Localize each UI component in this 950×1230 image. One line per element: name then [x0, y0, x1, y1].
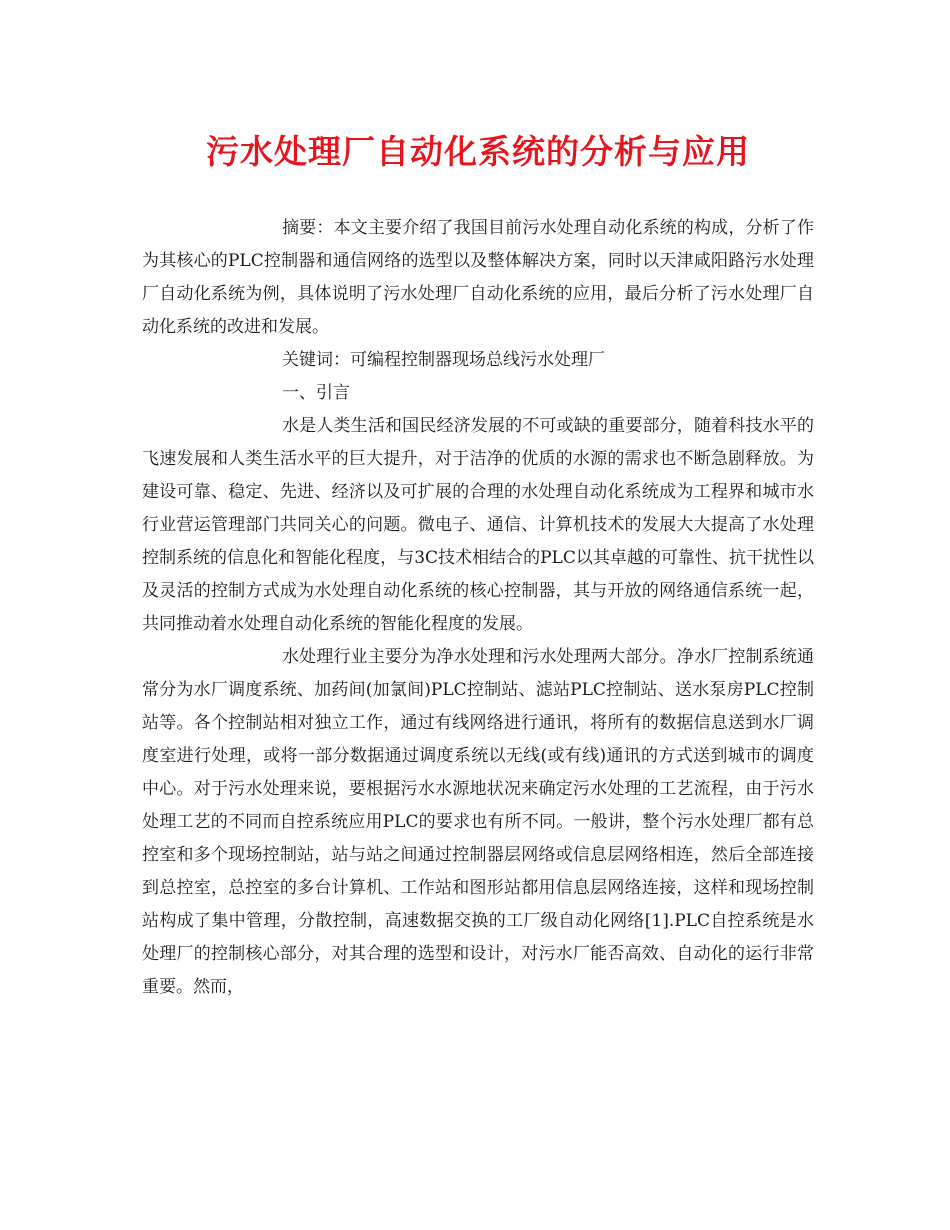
body-paragraph: 水处理行业主要分为净水处理和污水处理两大部分。净水厂控制系统通常分为水厂调度系统、加药间(加氯间)PLC控制站、滤站PLC控制站、送水泵房PLC控制站等。各个控制站相对独立工作，通过有线网络进行通讯，将所有的数据信息送到水厂调度室进行处理，或将一部分数据通过调度系统以无线(或有线)通讯的方式送到城市的调度中心。对于污水处理来说，要根据污水水源地状况来确定污水处理的工艺流程，由于污水处理工艺的不同而自控系统应用PLC的要求也有所不同。一般讲，整个污水处理厂都有总控室和多个现场控制站，站与站之间通过控制器层网络或信息层网络相连，然后全部连接到总控室，总控室的多台计算机、工作站和图形站都用信息层网络连接，这样和现场控制站构成了集中管理，分散控制，高速数据交换的工厂级自动化网络[1].PLC自控系统是水处理厂的控制核心部分，对其合理的选型和设计，对污水厂能否高效、自动化的运行非常重要。然而， [142, 647, 814, 997]
body-paragraph: 水是人类生活和国民经济发展的不可或缺的重要部分，随着科技水平的飞速发展和人类生活水平的巨大提升，对于洁净的优质的水源的需求也不断急剧释放。为建设可靠、稳定、先进、经济以及可扩展的合理的水处理自动化系统成为工程界和城市水行业营运管理部门共同关心的问题。微电子、通信、计算机技术的发展大大提高了水处理控制系统的信息化和智能化程度，与3C技术相结合的PLC以其卓越的可靠性、抗干扰性以及灵活的控制方式成为水处理自动化系统的核心控制器，其与开放的网络通信系统一起，共同推动着水处理自动化系统的智能化程度的发展。 [142, 416, 814, 634]
abstract-paragraph: 摘要：本文主要介绍了我国目前污水处理自动化系统的构成，分析了作为其核心的PLC控制器和通信网络的选型以及整体解决方案，同时以天津咸阳路污水处理厂自动化系统为例，具体说明了污水处理厂自动化系统的应用，最后分析了污水处理厂自动化系统的改进和发展。 [142, 218, 814, 337]
keywords-paragraph: 关键词：可编程控制器现场总线污水处理厂 [282, 350, 605, 370]
document-title: 污水处理厂自动化系统的分析与应用 [206, 132, 750, 171]
section-heading-introduction: 一、引言 [282, 383, 350, 403]
